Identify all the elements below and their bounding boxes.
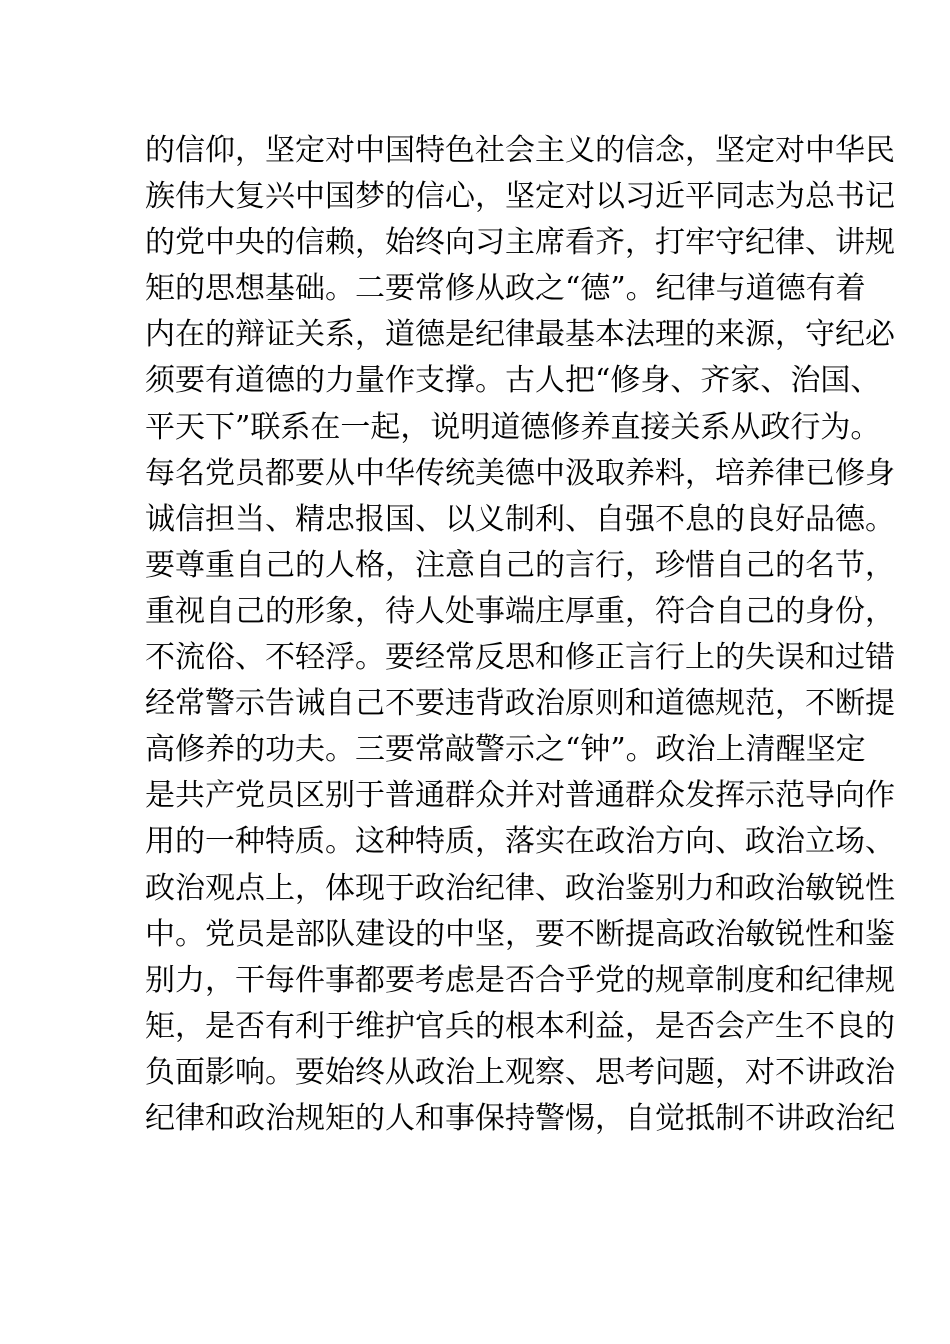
body-paragraph — [145, 128, 895, 1142]
text-line: 的党中央的信赖，始终向习主席看齐，打牢守纪律、讲规 — [145, 225, 895, 261]
text-line: 的信仰，坚定对中国特色社会主义的信念，坚定对中华民 — [145, 133, 895, 168]
text-line: 用的一种特质。这种特质，落实在政治方向、政治立场、 — [145, 824, 895, 860]
text-line: 不流俗、不轻浮。要经常反思和修正言行上的失误和过错 — [145, 640, 895, 676]
text-line: 经常警示告诫自己不要违背政治原则和道德规范，不断提 — [145, 686, 895, 722]
text-line: 内在的辩证关系，道德是纪律最基本法理的来源，守纪必 — [145, 317, 895, 353]
text-line: 诚信担当、精忠报国、以义制利、自强不息的良好品德。 — [145, 501, 895, 537]
text-line: 负面影响。要始终从政治上观察、思考问题，对不讲政治 — [145, 1054, 895, 1090]
text-line: 矩，是否有利于维护官兵的根本利益，是否会产生不良的 — [145, 1008, 895, 1044]
text-line: 是共产党员区别于普通群众并对普通群众发挥示范导向作 — [145, 778, 895, 814]
text-line: 每名党员都要从中华传统美德中汲取养料，培养律已修身 — [145, 455, 895, 491]
text-line: 要尊重自己的人格，注意自己的言行，珍惜自己的名节， — [145, 547, 895, 583]
text-line: 重视自己的形象，待人处事端庄厚重，符合自己的身份， — [145, 593, 895, 629]
text-line: 别力，干每件事都要考虑是否合乎党的规章制度和纪律规 — [145, 962, 895, 998]
text-line: 高修养的功夫。三要常敲警示之“钟”。政治上清醒坚定 — [145, 732, 866, 768]
text-line: 矩的思想基础。二要常修从政之“德”。纪律与道德有着 — [145, 271, 866, 307]
text-line: 须要有道德的力量作支撑。古人把“修身、齐家、治国、 — [145, 363, 881, 399]
text-line: 平天下”联系在一起，说明道德修养直接关系从政行为。 — [145, 409, 881, 445]
text-line: 族伟大复兴中国梦的信心，坚定对以习近平同志为总书记 — [145, 179, 895, 215]
text-line: 纪律和政治规矩的人和事保持警惕，自觉抵制不讲政治纪 — [145, 1100, 895, 1136]
text-line: 中。党员是部队建设的中坚，要不断提高政治敏锐性和鉴 — [145, 916, 895, 952]
text-line: 政治观点上，体现于政治纪律、政治鉴别力和政治敏锐性 — [145, 870, 895, 906]
